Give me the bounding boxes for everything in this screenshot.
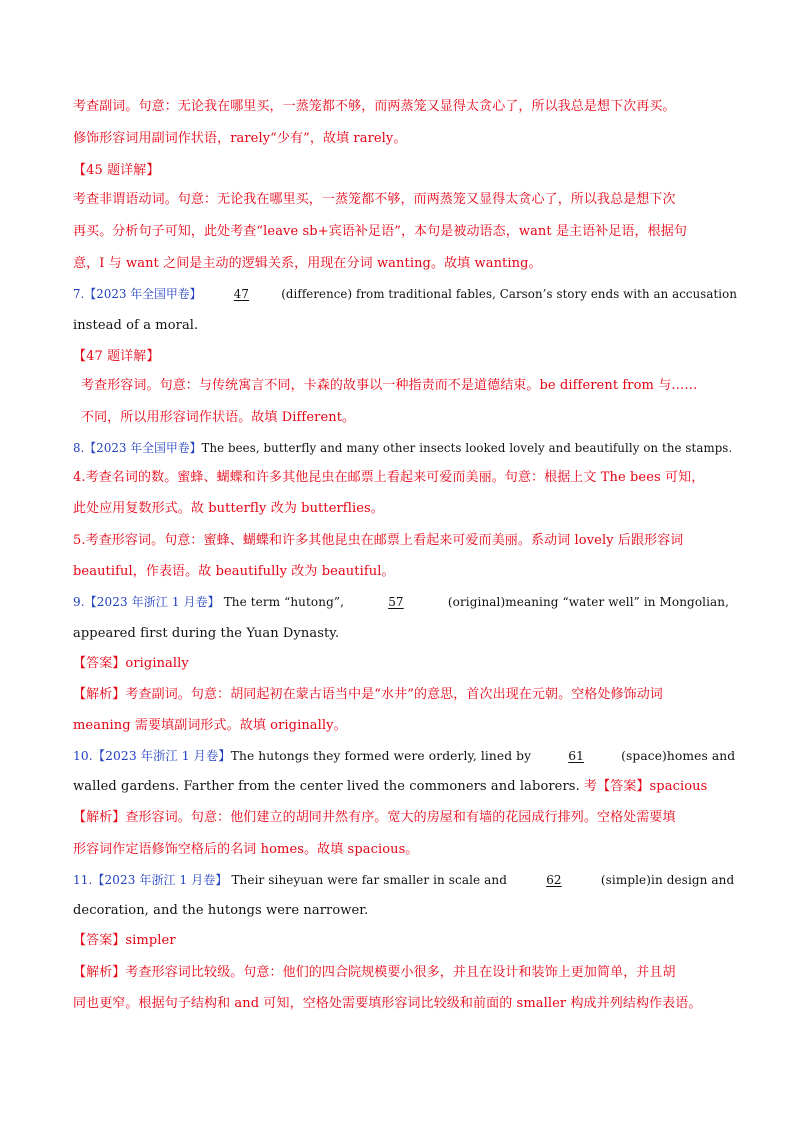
question-10-line-1 — [73, 748, 735, 764]
question-number: 7. — [73, 287, 85, 301]
q45-explanation-line-1: 考查非谓语动词。句意：无论我在哪里买，一蒸笼都不够，而两蒸笼又显得太贪心了，所以我总是想下次 — [73, 192, 676, 207]
question-text: (original)meaning “water well” in Mongolian, — [447, 595, 730, 609]
q47-explanation-line-1: 考查形容词。句意：与传统寓言不同，卡森的故事以一种指责而不是道德结束。be different from 与…… — [81, 378, 698, 393]
answer-blank: 62 — [546, 873, 562, 887]
q45-detail-heading: 【45 题详解】 — [73, 163, 160, 178]
question-11-line-2: decoration, and the hutongs were narrower. — [73, 903, 369, 918]
question-text: walled gardens. Farther from the center lived the commoners and laborers. — [73, 779, 580, 794]
question-number: 10. — [73, 749, 93, 763]
question-text: (space)homes and — [621, 749, 736, 763]
source-tag: 【2023 年浙江 1 月卷】 — [84, 595, 220, 609]
q10-analysis-line-1: 【解析】查形容词。句意：他们建立的胡同井然有序。宽大的房屋和有墙的花园成行排列。空格处需要填 — [73, 810, 676, 825]
question-7-line-1 — [73, 286, 737, 302]
q9-analysis-line-1: 【解析】考查副词。句意：胡同起初在蒙古语当中是“水井”的意思，首次出现在元朝。空格处修饰动词 — [73, 687, 663, 702]
answer-blank: 57 — [388, 595, 404, 609]
q11-answer: 【答案】simpler — [73, 933, 176, 948]
q11-analysis-line-2: 同也更窄。根据句子结构和 and 可知，空格处需要填形容词比较级和前面的 smaller 构成并列结构作表语。 — [73, 996, 702, 1011]
q8-explanation-4-line-2: 此处应用复数形式。故 butterfly 改为 butterflies。 — [73, 501, 384, 516]
q45-explanation-line-3: 意，I 与 want 之间是主动的逻辑关系，用现在分词 wanting。故填 wanting。 — [73, 256, 542, 271]
question-number: 11. — [73, 873, 93, 887]
q44-explanation-line-1: 考查副词。句意：无论我在哪里买，一蒸笼都不够，而两蒸笼又显得太贪心了，所以我总是想下次再买。 — [73, 99, 676, 114]
answer-blank: 47 — [233, 287, 249, 301]
question-text: The bees, butterfly and many other insects looked lovely and beautifully on the stamps. — [201, 441, 733, 455]
q8-explanation-5-line-1: 5.考查形容词。句意：蜜蜂、蝴蝶和许多其他昆虫在邮票上看起来可爱而美丽。系动词 lovely 后跟形容词 — [73, 533, 684, 548]
q8-explanation-4-line-1: 4.考查名词的数。蜜蜂、蝴蝶和许多其他昆虫在邮票上看起来可爱而美丽。句意：根据上文 The bees 可知， — [73, 470, 705, 485]
question-number: 9. — [73, 595, 85, 609]
source-tag: 【2023 年浙江 1 月卷】 — [92, 873, 228, 887]
q9-analysis-line-2: meaning 需要填副词形式。故填 originally。 — [73, 718, 347, 733]
question-text: (difference) from traditional fables, Carson’s story ends with an accusation — [281, 287, 738, 301]
question-text: The term “hutong”, — [223, 595, 345, 609]
q8-explanation-5-line-2: beautiful，作表语。故 beautifully 改为 beautiful。 — [73, 564, 395, 579]
q45-explanation-line-2: 再买。分析句子可知，此处考查“leave sb+宾语补足语”，本句是被动语态，want 是主语补足语，根据句 — [73, 224, 687, 239]
question-text: The hutongs they formed were orderly, lined by — [230, 749, 532, 763]
question-11-line-1 — [73, 872, 734, 888]
q44-explanation-line-2: 修饰形容词用副词作状语，rarely“少有”，故填 rarely。 — [73, 131, 407, 146]
question-9-line-2: appeared first during the Yuan Dynasty. — [73, 626, 340, 641]
question-number: 8. — [73, 441, 85, 455]
question-text: (simple)in design and — [600, 873, 735, 887]
question-7-line-2: instead of a moral. — [73, 318, 199, 333]
answer-blank: 61 — [568, 749, 585, 763]
question-text: Their siheyuan were far smaller in scale and — [231, 873, 508, 887]
q11-analysis-line-1: 【解析】考查形容词比较级。句意：他们的四合院规模要小很多，并且在设计和装饰上更加简单，并且胡 — [73, 965, 676, 980]
question-8-line — [73, 440, 732, 456]
question-9-line-1 — [73, 594, 729, 610]
question-10-line-2 — [73, 779, 707, 795]
source-tag: 【2023 年全国甲卷】 — [84, 441, 202, 455]
source-tag: 【2023 年浙江 1 月卷】 — [92, 749, 231, 763]
q47-explanation-line-2: 不同，所以用形容词作状语。故填 Different。 — [81, 410, 356, 425]
source-tag: 【2023 年全国甲卷】 — [84, 287, 202, 301]
q10-answer: 考【答案】spacious — [584, 779, 708, 794]
q10-analysis-line-2: 形容词作定语修饰空格后的名词 homes。故填 spacious。 — [73, 842, 419, 857]
q9-answer: 【答案】originally — [73, 656, 189, 671]
q47-detail-heading: 【47 题详解】 — [73, 349, 160, 364]
